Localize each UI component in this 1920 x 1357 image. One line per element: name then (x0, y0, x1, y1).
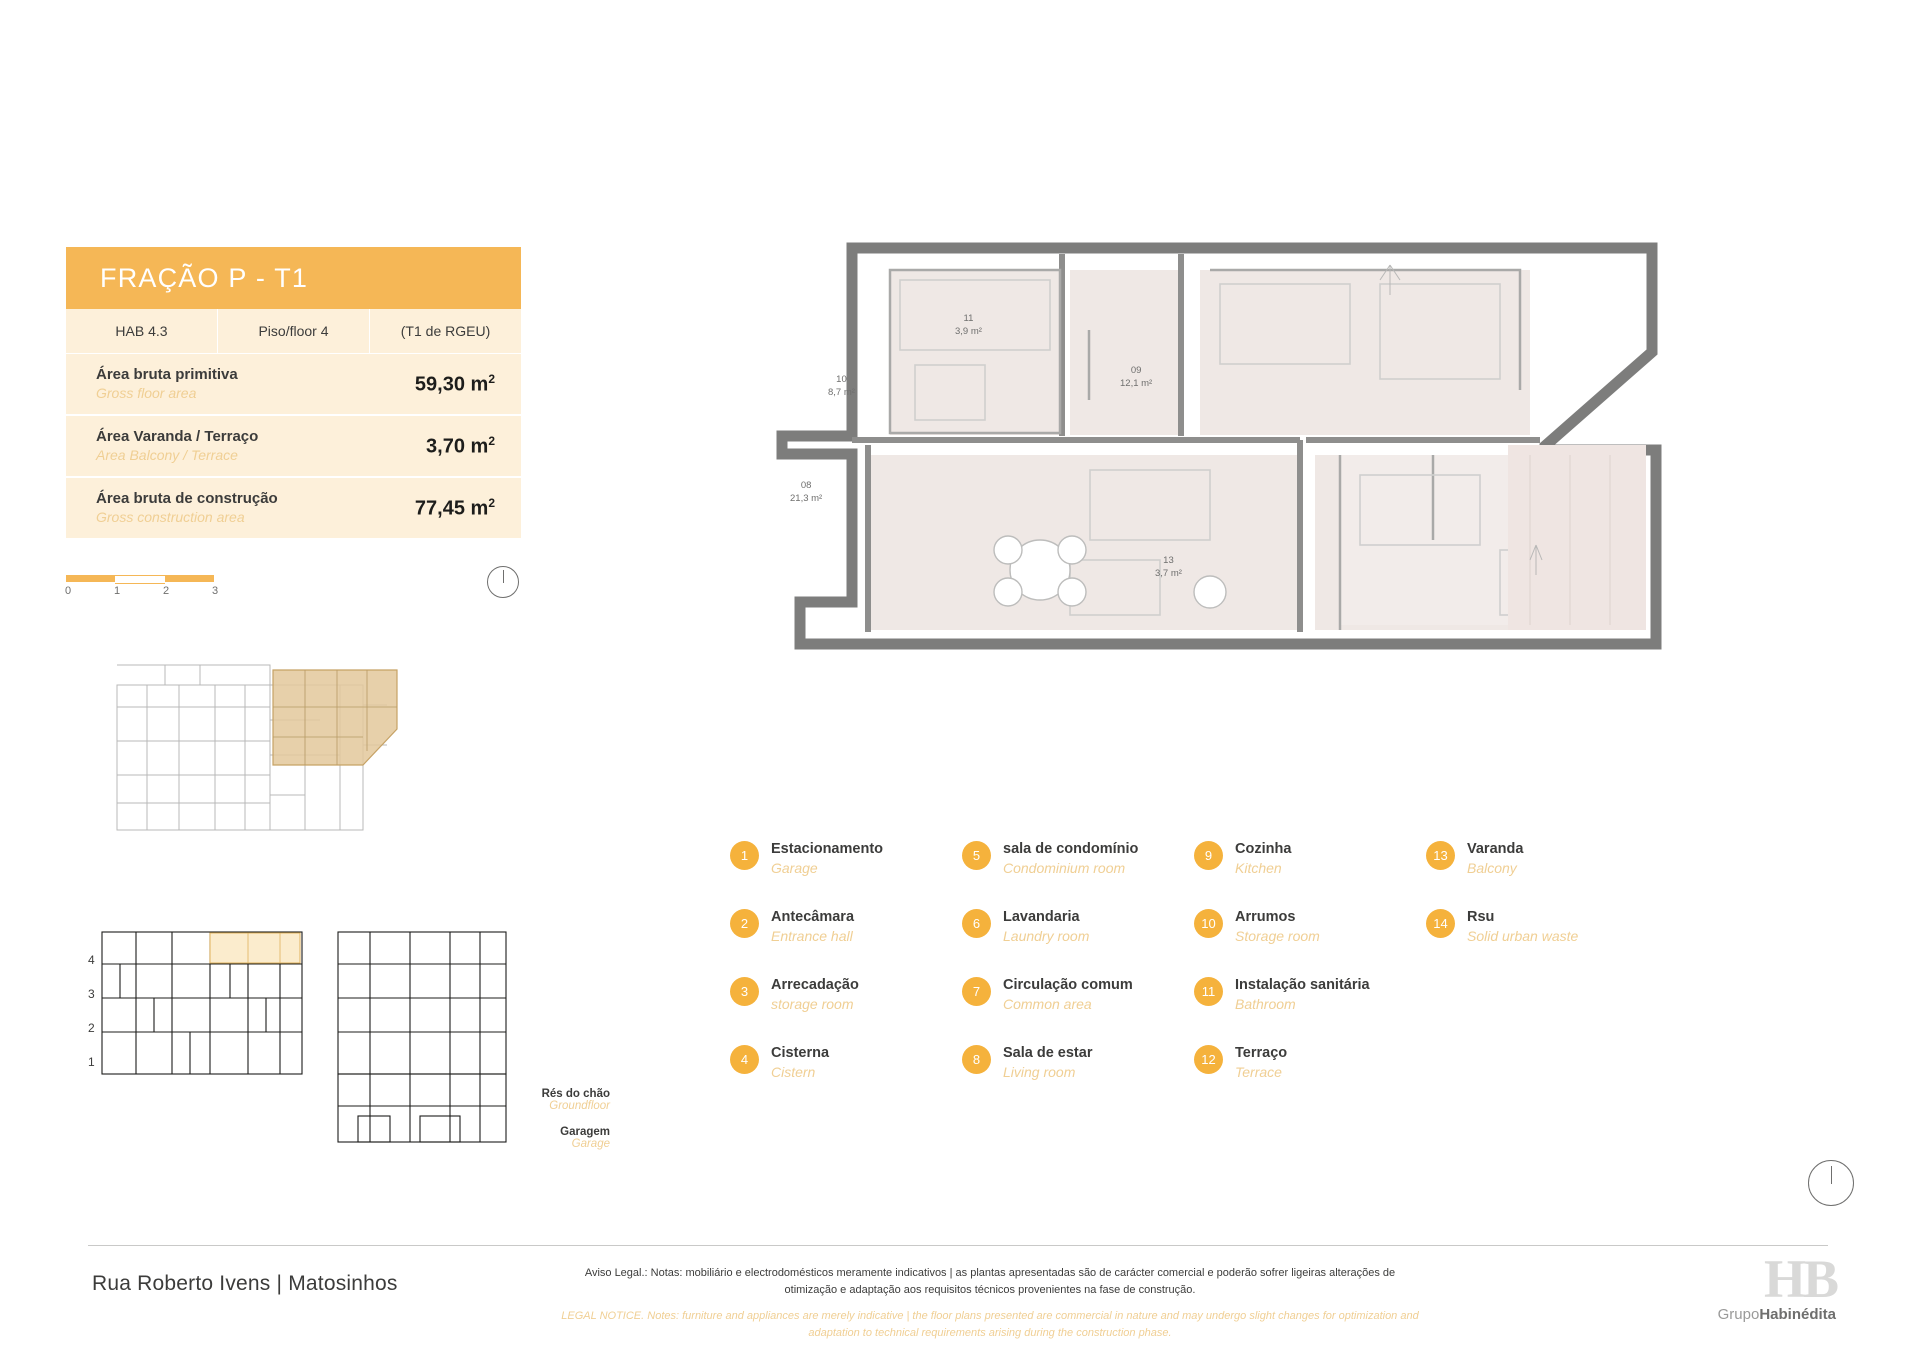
legend-number-badge: 7 (962, 977, 991, 1006)
scale-bar-ticks (66, 585, 226, 601)
legend-number-badge: 12 (1194, 1045, 1223, 1074)
legend-label-pt: Estacionamento (771, 841, 883, 857)
room-area: 21,3 m² (790, 492, 823, 504)
scale-tick: 2 (162, 585, 170, 597)
legend-label-pt: Arrumos (1235, 909, 1296, 925)
legend-item-4 (730, 1044, 962, 1112)
legend-number-badge: 8 (962, 1045, 991, 1074)
area-row-construction (66, 478, 521, 540)
floor-label: 2 (88, 1021, 95, 1035)
main-floor-plan (740, 240, 1820, 760)
floor-label: 1 (88, 1055, 95, 1069)
legend-item-14 (1426, 908, 1658, 976)
area-value: 3,70 $m^2$ (426, 433, 495, 458)
fraction-title: FRAÇÃO P - T1 (100, 262, 309, 293)
legend-item-1 (730, 840, 962, 908)
garage-label-pt: Garagem (560, 1126, 610, 1138)
legend-number-badge: 14 (1426, 909, 1455, 938)
brand-name: GrupoHabinédita (1717, 1305, 1836, 1323)
legend-label-pt: Arrecadação (771, 977, 859, 993)
scale-tick: 1 (113, 585, 121, 597)
fraction-info-card (66, 247, 521, 540)
room-area: 3,7 m² (1155, 567, 1182, 579)
north-arrow-icon (487, 566, 519, 598)
area-label-en: Gross floor area (96, 384, 197, 401)
area-value: 77,45 $m^2$ (414, 495, 495, 520)
legend-label-en: Cistern (771, 1063, 816, 1080)
elevation-ground-labels (520, 1088, 610, 1150)
legend-label-en: Common area (1003, 995, 1092, 1012)
legend-label-en: Terrace (1235, 1063, 1282, 1080)
legend-number-badge: 1 (730, 841, 759, 870)
legend-item-empty-1 (1426, 976, 1658, 1044)
brand-logo (1717, 1249, 1836, 1323)
groundfloor-label-en: Groundfloor (549, 1100, 610, 1112)
legend-label-pt: Circulação comum (1003, 977, 1133, 993)
legend-label-pt: sala de condomínio (1003, 841, 1139, 857)
legend-label-en: Kitchen (1235, 859, 1282, 876)
legend-item-8 (962, 1044, 1194, 1112)
legend-number-badge: 13 (1426, 841, 1455, 870)
room-area: 8,7 m² (828, 386, 855, 398)
legend-number-badge: 4 (730, 1045, 759, 1074)
brand-monogram: HB (1763, 1249, 1836, 1309)
legend-label-en: Entrance hall (771, 927, 853, 944)
project-address: Rua Roberto Ivens | Matosinhos (92, 1272, 398, 1295)
legend-label-en: Living room (1003, 1063, 1076, 1080)
legend-item-12 (1194, 1044, 1426, 1112)
legend-item-5 (962, 840, 1194, 908)
legend-label-en: Laundry room (1003, 927, 1090, 944)
legend-item-11 (1194, 976, 1426, 1044)
legal-notice (560, 1265, 1420, 1341)
legal-notice-en: LEGAL NOTICE. Notes: furniture and appliances are merely indicative | the floor plans presented are commercial in nature and may undergo slight changes for optimization and adaptation to technical requirements arising during the construction phase. (561, 1310, 1419, 1339)
legend-label-en: Balcony (1467, 859, 1517, 876)
room-number: 08 (800, 480, 812, 491)
legend-grid (730, 840, 1820, 1112)
legend-number-badge: 3 (730, 977, 759, 1006)
room-number: 11 (963, 313, 974, 324)
legend-label-pt: Lavandaria (1003, 909, 1080, 925)
sub-cell-floor: Piso/floor 4 (218, 309, 370, 353)
legend-item-7 (962, 976, 1194, 1044)
legend-label-pt: Cozinha (1235, 841, 1292, 857)
legend-label-en: Condominium room (1003, 859, 1126, 876)
legend-label-pt: Sala de estar (1003, 1045, 1093, 1061)
legend-label-pt: Rsu (1467, 909, 1495, 925)
legend-label-pt: Antecâmara (771, 909, 855, 925)
scale-bar (66, 575, 366, 601)
area-row-balcony (66, 416, 521, 478)
area-label-en: Gross construction area (96, 508, 245, 525)
area-label-pt: Área Varanda / Terraço (96, 427, 259, 445)
room-number: 09 (1130, 365, 1142, 376)
floor-label: 3 (88, 987, 95, 1001)
legend-label-pt: Cisterna (771, 1045, 830, 1061)
legend-item-13 (1426, 840, 1658, 908)
area-value: 59,30 $m^2$ (414, 371, 495, 396)
legend-label-pt: Terraço (1235, 1045, 1288, 1061)
sub-cell-hab: HAB 4.3 (66, 309, 218, 353)
area-row-gross-floor (66, 354, 521, 416)
legend-label-en: Storage room (1235, 927, 1320, 944)
scale-bar-graphic (66, 575, 214, 582)
legend-label-en: Garage (771, 859, 818, 876)
legend-item-empty-2 (1426, 1044, 1658, 1112)
legend-number-badge: 6 (962, 909, 991, 938)
legend-item-2 (730, 908, 962, 976)
garage-label-en: Garage (571, 1138, 610, 1150)
scale-tick: 3 (211, 585, 219, 597)
legend-label-pt: Varanda (1467, 841, 1524, 857)
legend-label-en: Solid urban waste (1467, 927, 1579, 944)
fraction-title-bar (66, 247, 521, 309)
sub-cell-type: (T1 de RGEU) (400, 323, 491, 339)
room-number: 10 (836, 374, 847, 385)
legend-item-3 (730, 976, 962, 1044)
room-number: 13 (1163, 555, 1174, 566)
north-arrow-icon-footer (1808, 1160, 1854, 1206)
legend-number-badge: 2 (730, 909, 759, 938)
legend-number-badge: 5 (962, 841, 991, 870)
room-area: 12,1 m² (1120, 377, 1153, 389)
legend-label-en: Bathroom (1235, 995, 1296, 1012)
floor-label: 4 (88, 953, 95, 967)
key-plan-thumbnail (105, 645, 445, 845)
legend-label-pt: Instalação sanitária (1235, 977, 1370, 993)
legend-number-badge: 9 (1194, 841, 1223, 870)
groundfloor-label-pt: Rés do chão (541, 1088, 610, 1100)
area-label-en: Area Balcony / Terrace (96, 446, 238, 463)
legend-item-6 (962, 908, 1194, 976)
legend-item-9 (1194, 840, 1426, 908)
legend-number-badge: 10 (1194, 909, 1223, 938)
scale-tick: 0 (64, 585, 72, 597)
legend-number-badge: 11 (1194, 977, 1223, 1006)
room-area: 3,9 m² (955, 325, 982, 337)
legend-item-10 (1194, 908, 1426, 976)
legend-label-en: storage room (771, 995, 854, 1012)
legal-notice-pt: Aviso Legal.: Notas: mobiliário e electrodomésticos meramente indicativos | as plantas apresentadas são de carácter comercial e poderão sofrer ligeiras alterações de otimização e adaptação aos requisitos técnicos provenientes na fase de construção. (584, 1267, 1396, 1296)
building-elevation-diagram (80, 920, 550, 1180)
fraction-subinfo-row (66, 309, 521, 354)
area-label-pt: Área bruta de construção (96, 489, 278, 507)
footer-divider (88, 1245, 1828, 1246)
area-label-pt: Área bruta primitiva (96, 365, 238, 383)
